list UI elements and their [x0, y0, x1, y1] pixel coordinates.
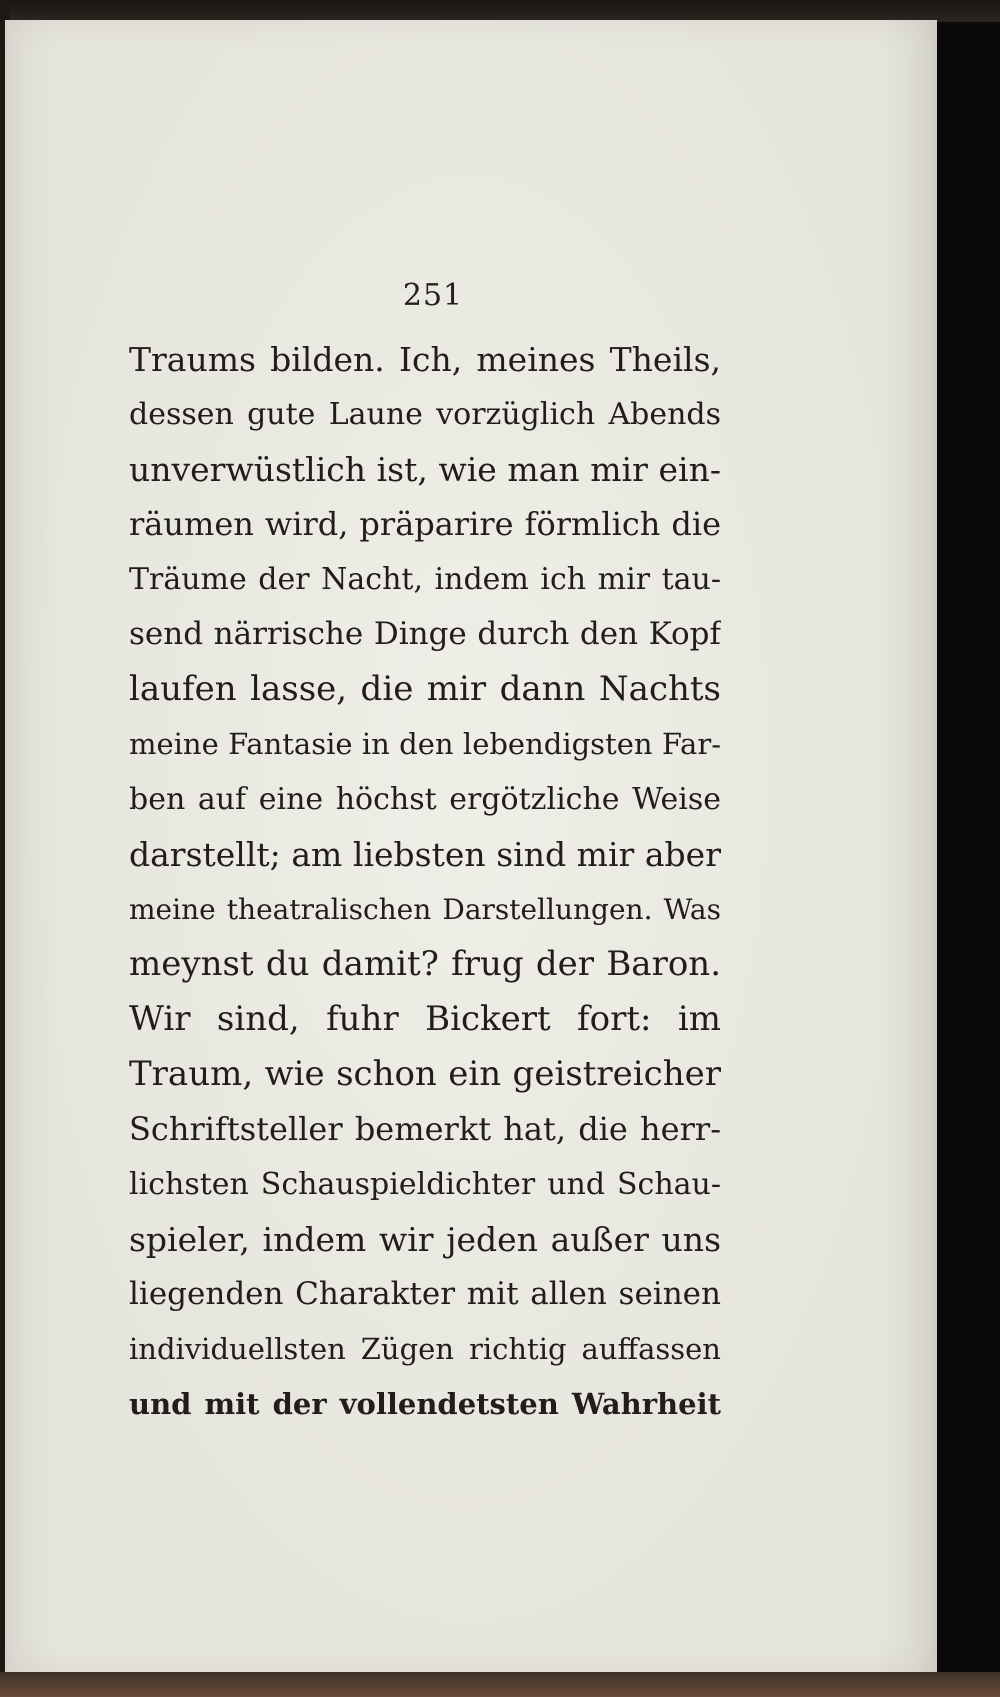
text-line: unverwüstlich ist, wie man mir ein-	[129, 450, 721, 489]
text-line: Traum, wie schon ein geistreicher	[129, 1054, 721, 1094]
text-line: meynst du damit? frug der Baron.	[129, 944, 721, 984]
text-line: dessen gute Laune vorzüglich Abends	[129, 397, 721, 432]
scan-bottom-border	[0, 1672, 1000, 1697]
text-line: spieler, indem wir jeden außer uns	[129, 1220, 721, 1259]
text-line: räumen wird, präparire förmlich die	[129, 505, 721, 543]
scan-top-border	[0, 0, 1000, 22]
text-line: meine theatralischen Darstellungen. Was	[129, 893, 721, 926]
text-line: liegenden Charakter mit allen seinen	[129, 1276, 721, 1312]
text-line: send närrische Dinge durch den Kopf	[129, 616, 721, 652]
text-line: Wir sind, fuhr Bickert fort: im	[129, 999, 721, 1039]
text-line: ben auf eine höchst ergötzliche Weise	[129, 782, 721, 817]
text-line: Schriftsteller bemerkt hat, die herr-	[129, 1110, 721, 1148]
text-line: und mit der vollendetsten Wahrheit	[129, 1387, 721, 1421]
text-line: laufen lasse, die mir dann Nachts	[129, 669, 721, 709]
text-line: darstellt; am liebsten sind mir aber	[129, 835, 721, 874]
book-page	[5, 20, 937, 1672]
page-number: 251	[402, 278, 464, 313]
body-text	[129, 332, 721, 1432]
text-line: individuellsten Zügen richtig auffassen	[129, 1332, 721, 1366]
text-line: meine Fantasie in den lebendigsten Far-	[129, 727, 721, 761]
text-line: Träume der Nacht, indem ich mir tau-	[129, 562, 721, 597]
text-line: Traums bilden. Ich, meines Theils,	[129, 340, 721, 379]
text-line: lichsten Schauspieldichter und Schau-	[129, 1167, 721, 1202]
